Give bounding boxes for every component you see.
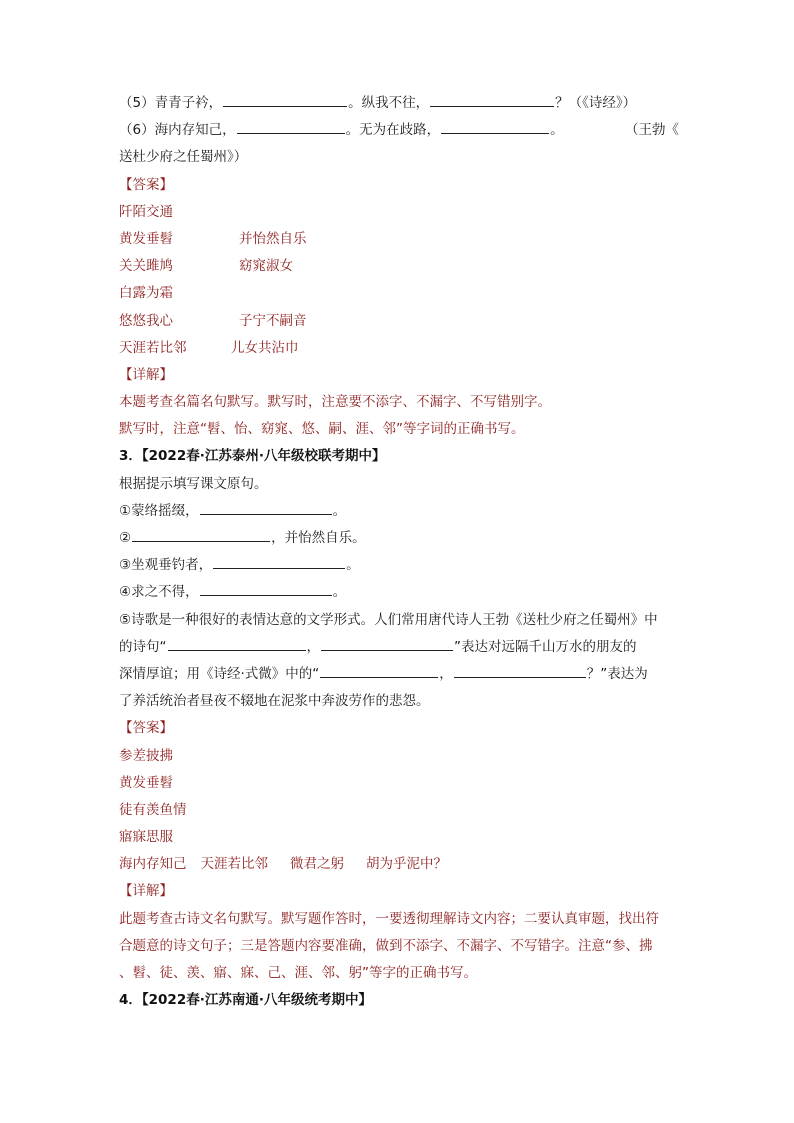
answer-line: 寤寐思服: [119, 829, 173, 846]
answer-blank: [200, 581, 332, 596]
question-3-item-5-cont: 深情厚谊；用《诗经·式微》中的“ ， ？”表达为: [119, 661, 679, 688]
source-citation: （王勃《: [625, 122, 679, 139]
question-3-item-5-cont: 的诗句“ ， ”表达对远隔千山万水的朋友的: [119, 634, 679, 661]
answer-line: 海内存知己 天涯若比邻 微君之躬 胡为乎泥中？: [119, 856, 447, 873]
question-5-line: （5）青青子衿， 。纵我不往， ？（《诗经》）: [119, 90, 679, 117]
question-3-item-4: ④求之不得， 。: [119, 579, 679, 606]
question-3-item-2: ② ，并怡然自乐。: [119, 525, 679, 552]
answer-label: 【答案】: [119, 720, 173, 737]
detail-line: 默写时，注意“髫、怡、窈窕、悠、嗣、涯、邻”等字词的正确书写。: [119, 421, 525, 438]
answer-line: 悠悠我心 子宁不嗣音: [119, 312, 307, 329]
document-content: [119, 90, 679, 1014]
answer-line: 天涯若比邻 儿女共沾巾: [119, 339, 299, 356]
answer-blank: [223, 92, 347, 107]
question-3-item-1: ①蒙络摇缀， 。: [119, 498, 679, 525]
answer-blank: [321, 636, 453, 651]
answer-line: 白露为霜: [119, 285, 173, 302]
answer-line: 阡陌交通: [119, 203, 173, 220]
answer-line: 参差披拂: [119, 747, 173, 764]
answer-blank: [237, 119, 345, 134]
answer-line: 徒有羡鱼情: [119, 801, 187, 818]
question-3-item-5-cont: 了养活统治者昼夜不辍地在泥浆中奔波劳作的悲怨。: [119, 693, 430, 710]
question-3-instruction: 根据提示填写课文原句。: [119, 475, 268, 492]
source-citation-cont: 送杜少府之任蜀州》）: [119, 149, 248, 166]
answer-blank: [441, 119, 549, 134]
detail-label: 【详解】: [119, 366, 173, 383]
answer-blank: [132, 527, 270, 542]
answer-blank: [320, 663, 438, 678]
question-3-item-5: ⑤诗歌是一种很好的表情达意的文学形式。人们常用唐代诗人王勃《送杜少府之任蜀州》中: [119, 611, 658, 628]
detail-line: 、髫、徒、羡、寤、寐、己、涯、邻、躬”等字的正确书写。: [119, 965, 477, 981]
answer-line: 黄发垂髫 并怡然自乐: [119, 230, 307, 247]
question-6-line: （6）海内存知己， 。无为在歧路， 。 （王勃《: [119, 117, 679, 144]
answer-blank: [454, 663, 586, 678]
detail-label: 【详解】: [119, 883, 173, 900]
answer-blank: [168, 636, 306, 651]
detail-line: 本题考查名篇名句默写。默写时，注意要不添字、不漏字、不写错别字。: [119, 394, 551, 411]
question-3-header: 3．【2022春·江苏泰州·八年级校联考期中】: [119, 448, 386, 465]
question-3-item-3: ③坐观垂钓者， 。: [119, 552, 679, 579]
answer-blank: [430, 92, 554, 107]
detail-line: 合题意的诗文句子；三是答题内容要准确，做到不添字、不漏字、不写错字。注意“参、拂: [119, 937, 653, 954]
answer-blank: [200, 500, 332, 515]
answer-blank: [213, 554, 345, 569]
detail-line: 此题考查古诗文名句默写。默写题作答时，一要透彻理解诗文内容；二要认真审题，找出符: [119, 910, 659, 927]
answer-line: 关关雎鸠 窈窕淑女: [119, 258, 293, 275]
answer-line: 黄发垂髫: [119, 774, 173, 791]
answer-label: 【答案】: [119, 176, 173, 193]
question-4-header: 4．【2022春·江苏南通·八年级统考期中】: [119, 992, 372, 1009]
